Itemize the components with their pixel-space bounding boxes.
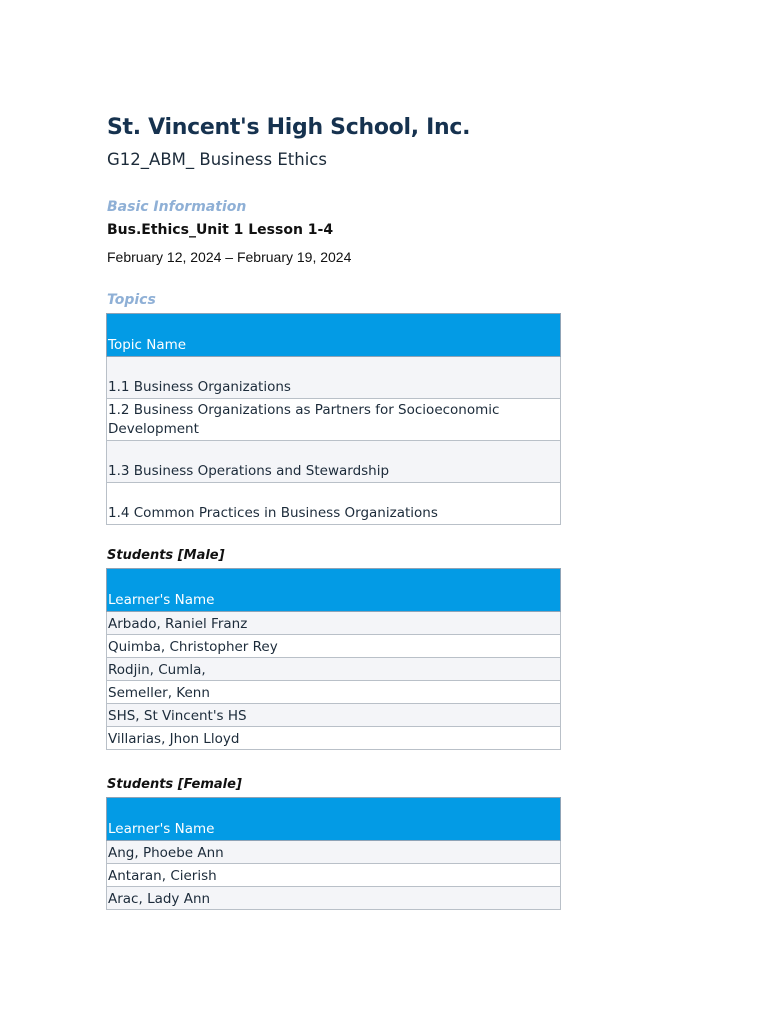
school-title: St. Vincent's High School, Inc. — [107, 115, 471, 140]
table-row — [107, 399, 561, 441]
course-title: G12_ABM_ Business Ethics — [107, 150, 327, 169]
lesson-name: Bus.Ethics_Unit 1 Lesson 1-4 — [107, 222, 334, 238]
table-row — [107, 483, 561, 525]
table-row — [107, 841, 561, 864]
topic-cell: 1.1 Business Organizations — [107, 357, 561, 399]
topic-cell: 1.3 Business Operations and Stewardship — [107, 441, 561, 483]
topics-heading: Topics — [107, 292, 156, 308]
learner-cell: SHS, St Vincent's HS — [107, 704, 561, 727]
table-row — [107, 357, 561, 399]
learner-cell: Rodjin, Cumla, — [107, 658, 561, 681]
table-row — [107, 727, 561, 750]
learner-column-header: Learner's Name — [107, 569, 561, 612]
topic-cell: 1.2 Business Organizations as Partners for Socioeconomic Development — [107, 399, 561, 441]
topics-table — [106, 313, 561, 525]
date-range: February 12, 2024 – February 19, 2024 — [107, 249, 352, 265]
students-male-heading: Students [Male] — [107, 548, 225, 563]
learner-cell: Semeller, Kenn — [107, 681, 561, 704]
topic-cell: 1.4 Common Practices in Business Organizations — [107, 483, 561, 525]
learner-column-header: Learner's Name — [107, 798, 561, 841]
table-row — [107, 704, 561, 727]
students-female-table — [106, 797, 561, 910]
learner-cell: Quimba, Christopher Rey — [107, 635, 561, 658]
table-row — [107, 441, 561, 483]
learner-cell: Villarias, Jhon Lloyd — [107, 727, 561, 750]
learner-cell: Ang, Phoebe Ann — [107, 841, 561, 864]
topics-column-header: Topic Name — [107, 314, 561, 357]
table-row — [107, 887, 561, 910]
table-row — [107, 658, 561, 681]
students-male-table — [106, 568, 561, 750]
table-row — [107, 681, 561, 704]
table-row — [107, 612, 561, 635]
table-row — [107, 635, 561, 658]
basic-information-heading: Basic Information — [107, 199, 247, 215]
learner-cell: Antaran, Cierish — [107, 864, 561, 887]
learner-cell: Arbado, Raniel Franz — [107, 612, 561, 635]
learner-cell: Arac, Lady Ann — [107, 887, 561, 910]
students-female-heading: Students [Female] — [107, 777, 242, 792]
table-row — [107, 864, 561, 887]
